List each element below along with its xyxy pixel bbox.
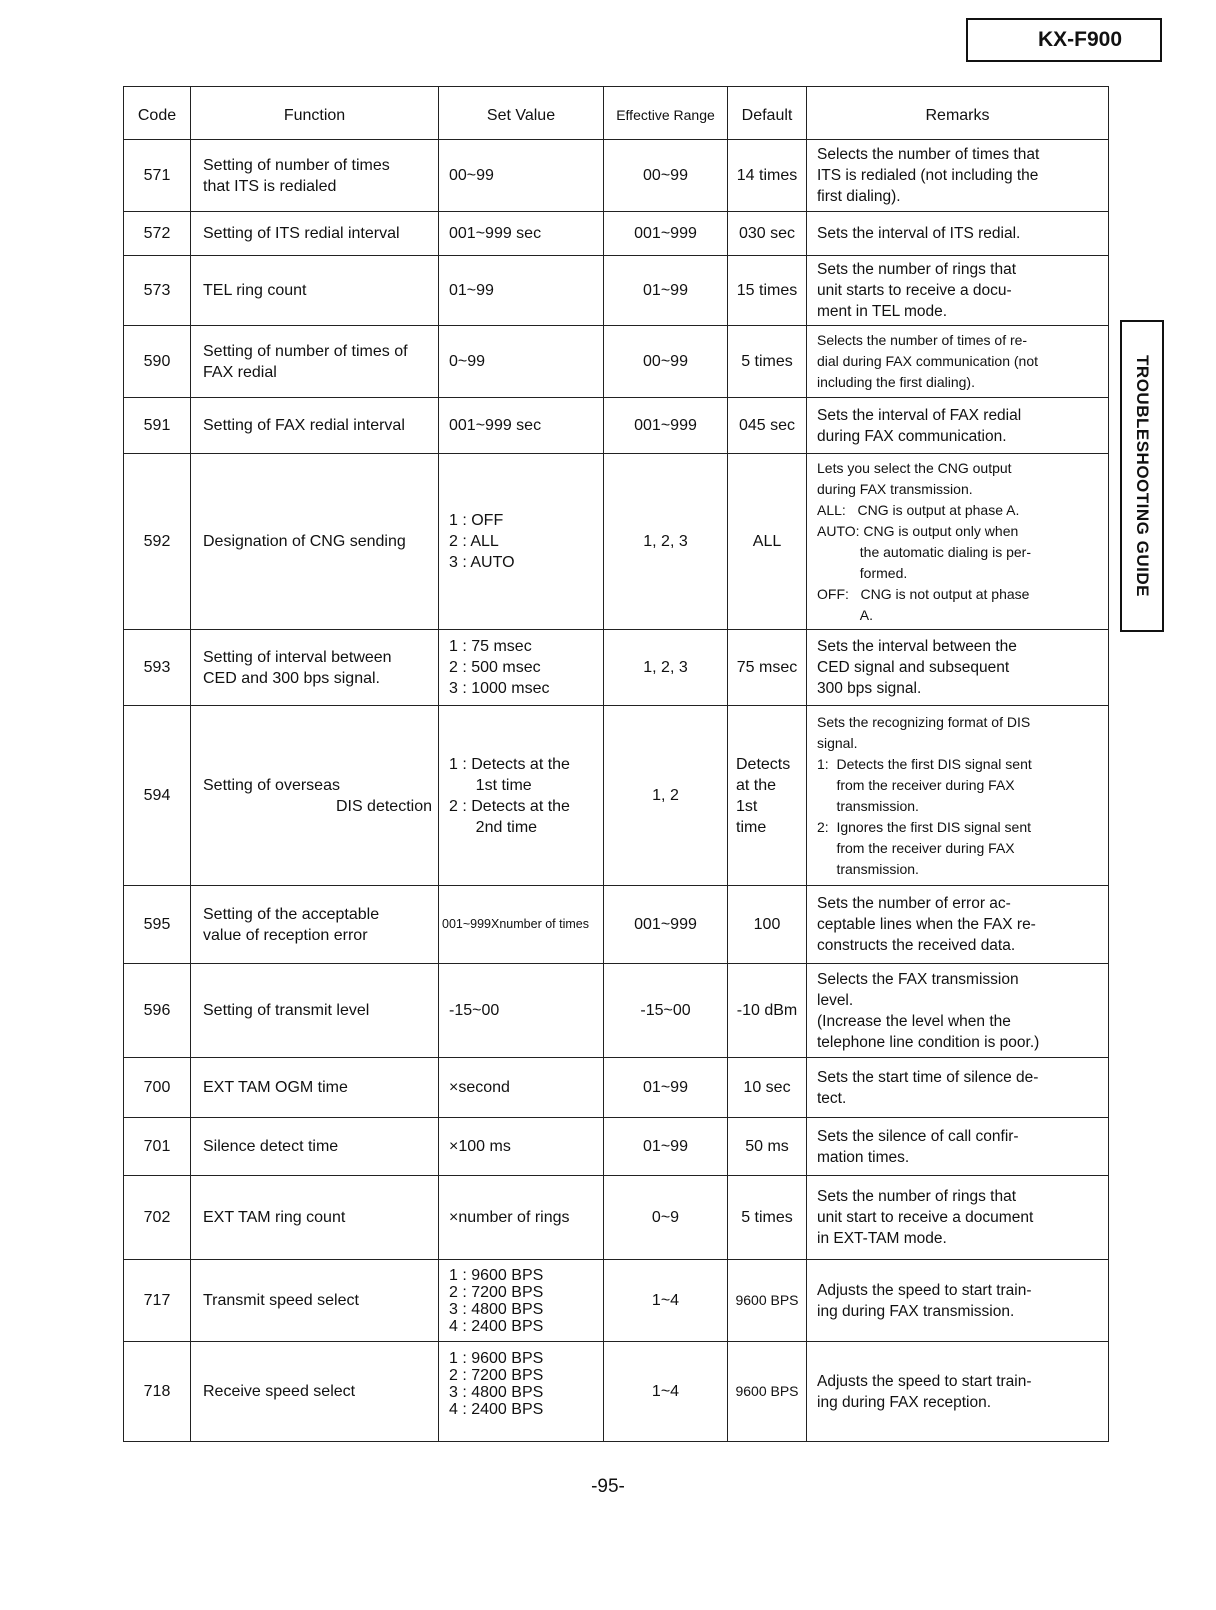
- cell-function: Designation of CNG sending: [191, 454, 439, 630]
- cell-function: Setting of number of times of FAX redial: [191, 326, 439, 398]
- cell-default: 030 sec: [728, 212, 807, 256]
- table-row: [124, 212, 1109, 256]
- cell-remarks: Sets the recognizing format of DIS signal. 1: Detects the first DIS signal sent from the receiver during FAX transmission. 2: Ignores the first DIS signal sent from the receiver during FAX transmission.: [807, 706, 1109, 886]
- cell-remarks: Selects the number of times of re- dial during FAX communication (not including the first dialing).: [807, 326, 1109, 398]
- cell-effective-range: -15~00: [604, 964, 728, 1058]
- table-row: [124, 256, 1109, 326]
- table-row: [124, 706, 1109, 886]
- cell-set-value: -15~00: [439, 964, 604, 1058]
- cell-remarks: Adjusts the speed to start train- ing during FAX reception.: [807, 1342, 1109, 1442]
- cell-function: EXT TAM OGM time: [191, 1058, 439, 1118]
- cell-default: 10 sec: [728, 1058, 807, 1118]
- service-code-table: [123, 86, 1109, 1442]
- cell-remarks: Sets the interval between the CED signal and subsequent 300 bps signal.: [807, 630, 1109, 706]
- model-number: KX-F900: [1037, 28, 1122, 51]
- table-row: [124, 886, 1109, 964]
- cell-remarks: Sets the interval of FAX redial during FAX communication.: [807, 398, 1109, 454]
- cell-default: 5 times: [728, 1176, 807, 1260]
- cell-set-value: 1 : 75 msec 2 : 500 msec 3 : 1000 msec: [439, 630, 604, 706]
- cell-effective-range: 0~9: [604, 1176, 728, 1260]
- table-row: [124, 140, 1109, 212]
- cell-default: Detects at the 1st time: [728, 706, 807, 886]
- cell-function: Transmit speed select: [191, 1260, 439, 1342]
- table-row: [124, 454, 1109, 630]
- header-remarks: Remarks: [807, 87, 1109, 140]
- cell-function: Setting of the acceptable value of reception error: [191, 886, 439, 964]
- cell-code: 573: [124, 256, 191, 326]
- cell-set-value: 1 : 9600 BPS 2 : 7200 BPS 3 : 4800 BPS 4 : 2400 BPS: [439, 1260, 604, 1342]
- cell-code: 702: [124, 1176, 191, 1260]
- cell-effective-range: 01~99: [604, 1118, 728, 1176]
- cell-set-value: 001~999Xnumber of times: [439, 886, 604, 964]
- cell-function: Setting of transmit level: [191, 964, 439, 1058]
- cell-function: Receive speed select: [191, 1342, 439, 1442]
- cell-default: 9600 BPS: [728, 1342, 807, 1442]
- header-set-value: Set Value: [439, 87, 604, 140]
- cell-remarks: Sets the number of rings that unit starts to receive a docu- ment in TEL mode.: [807, 256, 1109, 326]
- section-side-tab-label: TROUBLESHOOTING GUIDE: [1133, 355, 1152, 597]
- cell-effective-range: 1, 2: [604, 706, 728, 886]
- header-default: Default: [728, 87, 807, 140]
- cell-effective-range: 01~99: [604, 1058, 728, 1118]
- table-row: [124, 398, 1109, 454]
- cell-set-value: 1 : 9600 BPS 2 : 7200 BPS 3 : 4800 BPS 4 : 2400 BPS: [439, 1342, 604, 1442]
- cell-code: 592: [124, 454, 191, 630]
- cell-set-value: 1 : OFF 2 : ALL 3 : AUTO: [439, 454, 604, 630]
- cell-default: 9600 BPS: [728, 1260, 807, 1342]
- header-code: Code: [124, 87, 191, 140]
- table-row: [124, 1342, 1109, 1442]
- header-effective-range: Effective Range: [604, 87, 728, 140]
- cell-effective-range: 1~4: [604, 1342, 728, 1442]
- cell-default: 50 ms: [728, 1118, 807, 1176]
- cell-function-line-1: Setting of overseas: [203, 776, 340, 794]
- cell-effective-range: 00~99: [604, 140, 728, 212]
- table-row: [124, 326, 1109, 398]
- cell-code: 591: [124, 398, 191, 454]
- cell-remarks: Sets the number of error ac- ceptable lines when the FAX re- constructs the received data.: [807, 886, 1109, 964]
- cell-default: ALL: [728, 454, 807, 630]
- cell-default: 15 times: [728, 256, 807, 326]
- cell-default: 75 msec: [728, 630, 807, 706]
- cell-remarks: Sets the number of rings that unit start to receive a document in EXT-TAM mode.: [807, 1176, 1109, 1260]
- table-row: [124, 1176, 1109, 1260]
- cell-remarks: Selects the number of times that ITS is redialed (not including the first dialing).: [807, 140, 1109, 212]
- cell-function-line-2: DIS detection: [335, 797, 432, 815]
- cell-default: 045 sec: [728, 398, 807, 454]
- cell-code: 718: [124, 1342, 191, 1442]
- cell-code: 700: [124, 1058, 191, 1118]
- cell-remarks: Sets the start time of silence de- tect.: [807, 1058, 1109, 1118]
- cell-set-value: ×number of rings: [439, 1176, 604, 1260]
- cell-effective-range: 01~99: [604, 256, 728, 326]
- cell-code: 717: [124, 1260, 191, 1342]
- cell-code: 571: [124, 140, 191, 212]
- cell-function: Setting of number of times that ITS is redialed: [191, 140, 439, 212]
- header-function: Function: [191, 87, 439, 140]
- cell-code: 594: [124, 706, 191, 886]
- cell-function: [191, 706, 439, 886]
- table-row: [124, 630, 1109, 706]
- cell-effective-range: 00~99: [604, 326, 728, 398]
- cell-remarks: Adjusts the speed to start train- ing during FAX transmission.: [807, 1260, 1109, 1342]
- cell-function: Setting of FAX redial interval: [191, 398, 439, 454]
- cell-default: 100: [728, 886, 807, 964]
- page-number: -95-: [591, 1476, 625, 1497]
- cell-remarks: Lets you select the CNG output during FAX transmission. ALL: CNG is output at phase A. AUTO: CNG is output only when the automatic dialing is per- formed. OFF: CNG is not output at phase A.: [807, 454, 1109, 630]
- cell-set-value: 01~99: [439, 256, 604, 326]
- cell-default: 5 times: [728, 326, 807, 398]
- cell-code: 590: [124, 326, 191, 398]
- cell-effective-range: 1, 2, 3: [604, 630, 728, 706]
- cell-remarks: Sets the interval of ITS redial.: [807, 212, 1109, 256]
- cell-default: -10 dBm: [728, 964, 807, 1058]
- cell-set-value: 00~99: [439, 140, 604, 212]
- cell-effective-range: 001~999: [604, 398, 728, 454]
- cell-set-value: 001~999 sec: [439, 212, 604, 256]
- cell-code: 572: [124, 212, 191, 256]
- cell-code: 596: [124, 964, 191, 1058]
- cell-code: 595: [124, 886, 191, 964]
- cell-code: 593: [124, 630, 191, 706]
- table-row: [124, 964, 1109, 1058]
- table-row: [124, 1260, 1109, 1342]
- cell-effective-range: 001~999: [604, 212, 728, 256]
- cell-function: TEL ring count: [191, 256, 439, 326]
- cell-remarks: Sets the silence of call confir- mation times.: [807, 1118, 1109, 1176]
- cell-set-value: ×second: [439, 1058, 604, 1118]
- section-side-tab: [1120, 320, 1164, 632]
- cell-set-value: 0~99: [439, 326, 604, 398]
- table-header-row: [124, 87, 1109, 140]
- cell-set-value: 001~999 sec: [439, 398, 604, 454]
- model-number-box: [966, 18, 1162, 62]
- cell-function: Silence detect time: [191, 1118, 439, 1176]
- cell-set-value: ×100 ms: [439, 1118, 604, 1176]
- cell-set-value: 1 : Detects at the 1st time 2 : Detects at the 2nd time: [439, 706, 604, 886]
- table-row: [124, 1058, 1109, 1118]
- table-row: [124, 1118, 1109, 1176]
- cell-function: Setting of ITS redial interval: [191, 212, 439, 256]
- cell-code: 701: [124, 1118, 191, 1176]
- cell-effective-range: 1, 2, 3: [604, 454, 728, 630]
- cell-effective-range: 1~4: [604, 1260, 728, 1342]
- cell-function: EXT TAM ring count: [191, 1176, 439, 1260]
- cell-function: Setting of interval between CED and 300 bps signal.: [191, 630, 439, 706]
- cell-remarks: Selects the FAX transmission level. (Increase the level when the telephone line condition is poor.): [807, 964, 1109, 1058]
- cell-effective-range: 001~999: [604, 886, 728, 964]
- cell-default: 14 times: [728, 140, 807, 212]
